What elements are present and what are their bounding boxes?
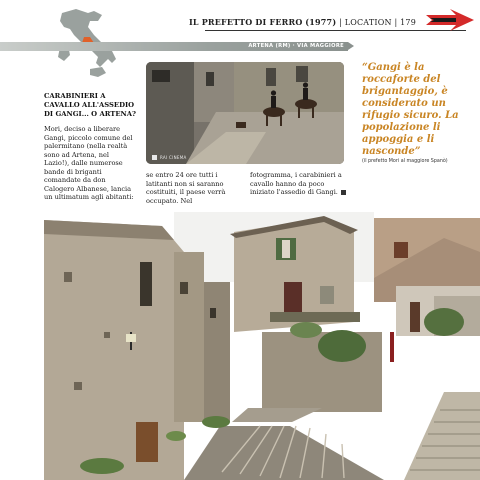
article-column-2: se entro 24 ore tutti i latitanti non si saranno costituiti, il paese verrà occupato. Nel <box>146 171 226 205</box>
location-band-tip <box>348 42 354 50</box>
header-separator: | <box>339 18 342 27</box>
publisher-logo-icon <box>426 9 474 31</box>
page-number: 179 <box>400 18 416 27</box>
header-year: (1977) <box>305 17 337 27</box>
article-column-3-text: fotogramma, i carabinieri a cavallo hanno da poco iniziato l'assedio di Gangi. <box>250 171 342 196</box>
film-still-illustration <box>146 62 344 164</box>
header-section: LOCATION <box>344 18 392 27</box>
article-column-3 <box>250 171 346 197</box>
quote-attribution: (il prefetto Mori al maggiore Spanò) <box>362 159 448 164</box>
film-credit: RAI CINEMA <box>160 155 187 160</box>
article-column-1: Mori, deciso a liberare Gangi, piccolo comune del palermitano (nella realtà sono ad Artena, nel Lazio!), dalle numerose bande di briganti comandate da don Calogero Albanese, lancia un ultimatum agli abitanti: <box>44 125 134 201</box>
header-separator-2: | <box>394 18 398 27</box>
header-title: IL PREFETTO DI FERRO <box>188 17 303 27</box>
film-still-photo <box>146 62 344 164</box>
article-end-mark <box>341 190 346 195</box>
location-label: ARTENA (RM) · VIA MAGGIORE <box>248 43 344 49</box>
article-heading: CARABINIERI A CAVALLO ALL'ASSEDIO DI GANGI... O ARTENA? <box>44 92 136 118</box>
running-header <box>189 15 416 29</box>
film-label-mark <box>152 155 157 160</box>
pull-quote: “Gangi è la roccaforte del brigantaggio, è considerato un rifugio sicuro. La popolazione li appoggia e li nasconde” <box>362 62 459 157</box>
location-photo <box>44 212 480 480</box>
